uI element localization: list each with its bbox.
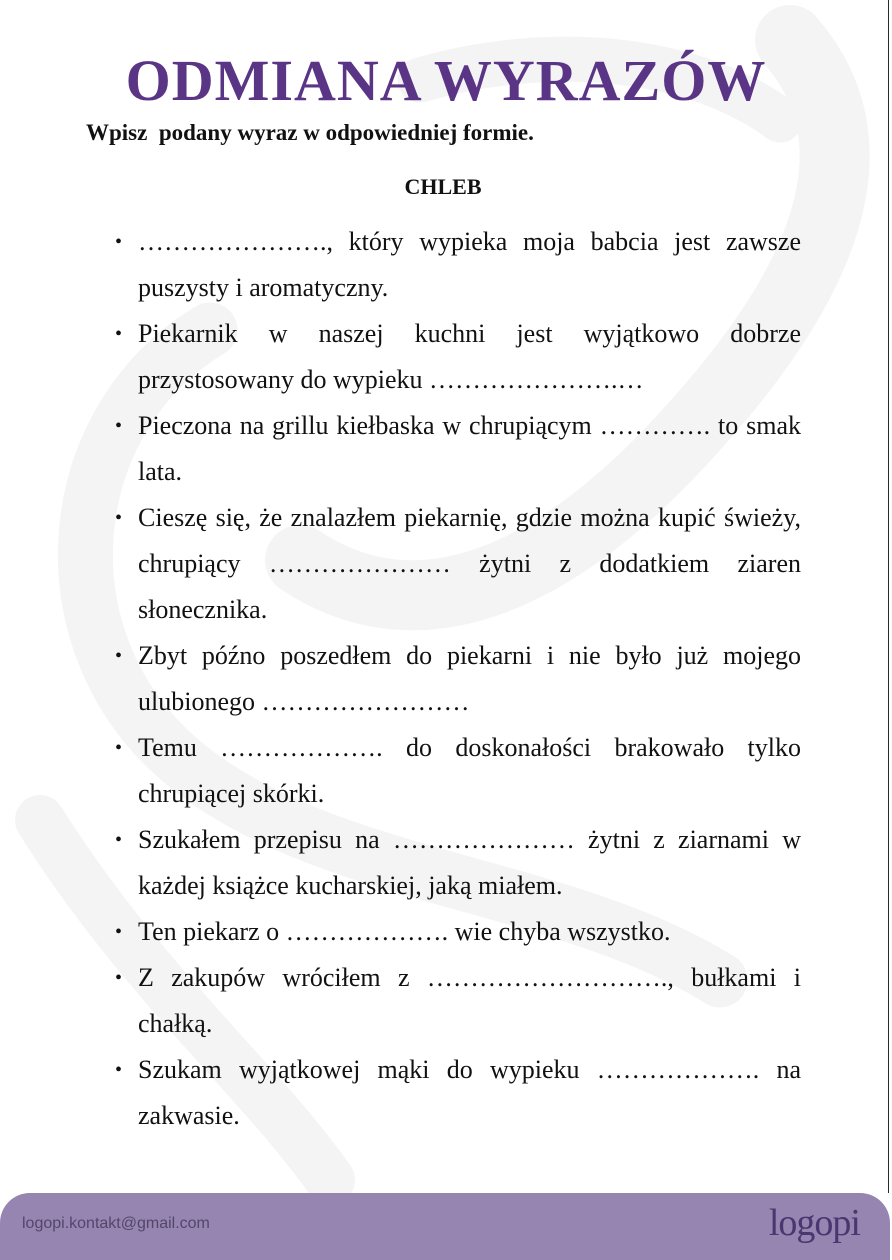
exercise-item xyxy=(115,633,801,725)
exercise-item xyxy=(115,403,801,495)
instruction-text: Wpisz podany wyraz w odpowiedniej formie. xyxy=(86,120,534,145)
exercise-text: …………………., który wypieka moja babcia jest zawsze puszysty i aromatyczny. xyxy=(138,227,801,302)
exercise-text: Ten piekarz o ………………. wie chyba wszystko. xyxy=(138,917,671,946)
exercise-item xyxy=(115,955,801,1047)
exercise-text: Szukam wyjątkowej mąki do wypieku ………………. na zakwasie. xyxy=(138,1055,801,1130)
bullet-icon: • xyxy=(115,323,123,345)
bullet-icon: • xyxy=(115,921,123,943)
page-title: ODMIANA WYRAZÓW xyxy=(125,48,767,113)
bullet-icon: • xyxy=(115,645,123,667)
exercise-text: Piekarnik w naszej kuchni jest wyjątkowo dobrze przystosowany do wypieku ………………….… xyxy=(138,319,801,394)
page-border xyxy=(888,0,889,1193)
exercise-list xyxy=(115,219,801,1139)
exercise-item xyxy=(115,495,801,633)
exercise-item xyxy=(115,909,801,955)
bullet-icon: • xyxy=(115,507,123,529)
exercise-text: Szukałem przepisu na ………………… żytni z ziarnami w każdej książce kucharskiej, jaką miałem. xyxy=(138,825,801,900)
keyword: CHLEB xyxy=(404,174,482,199)
exercise-text: Z zakupów wróciłem z ………………………., bułkami i chałką. xyxy=(138,963,801,1038)
footer-email-link[interactable]: logopi.kontakt@gmail.com xyxy=(22,1215,210,1232)
exercise-item xyxy=(115,817,801,909)
bullet-icon: • xyxy=(115,1059,123,1081)
bullet-icon: • xyxy=(115,829,123,851)
bullet-icon: • xyxy=(115,737,123,759)
exercise-text: Temu ………………. do doskonałości brakowało tylko chrupiącej skórki. xyxy=(138,733,801,808)
bullet-icon: • xyxy=(115,415,123,437)
exercise-text: Pieczona na grillu kiełbaska w chrupiącym …………. to smak lata. xyxy=(138,411,801,486)
bullet-icon: • xyxy=(115,231,123,253)
exercise-item xyxy=(115,311,801,403)
logopi-logo: logopi xyxy=(768,1202,860,1244)
exercise-item xyxy=(115,219,801,311)
exercise-text: Cieszę się, że znalazłem piekarnię, gdzie można kupić świeży, chrupiący ………………… żytni z dodatkiem ziaren słonecznika. xyxy=(138,503,801,624)
exercise-item xyxy=(115,725,801,817)
bullet-icon: • xyxy=(115,967,123,989)
footer xyxy=(0,1193,890,1260)
exercise-text: Zbyt późno poszedłem do piekarni i nie było już mojego ulubionego …………………… xyxy=(138,641,801,716)
exercise-item xyxy=(115,1047,801,1139)
